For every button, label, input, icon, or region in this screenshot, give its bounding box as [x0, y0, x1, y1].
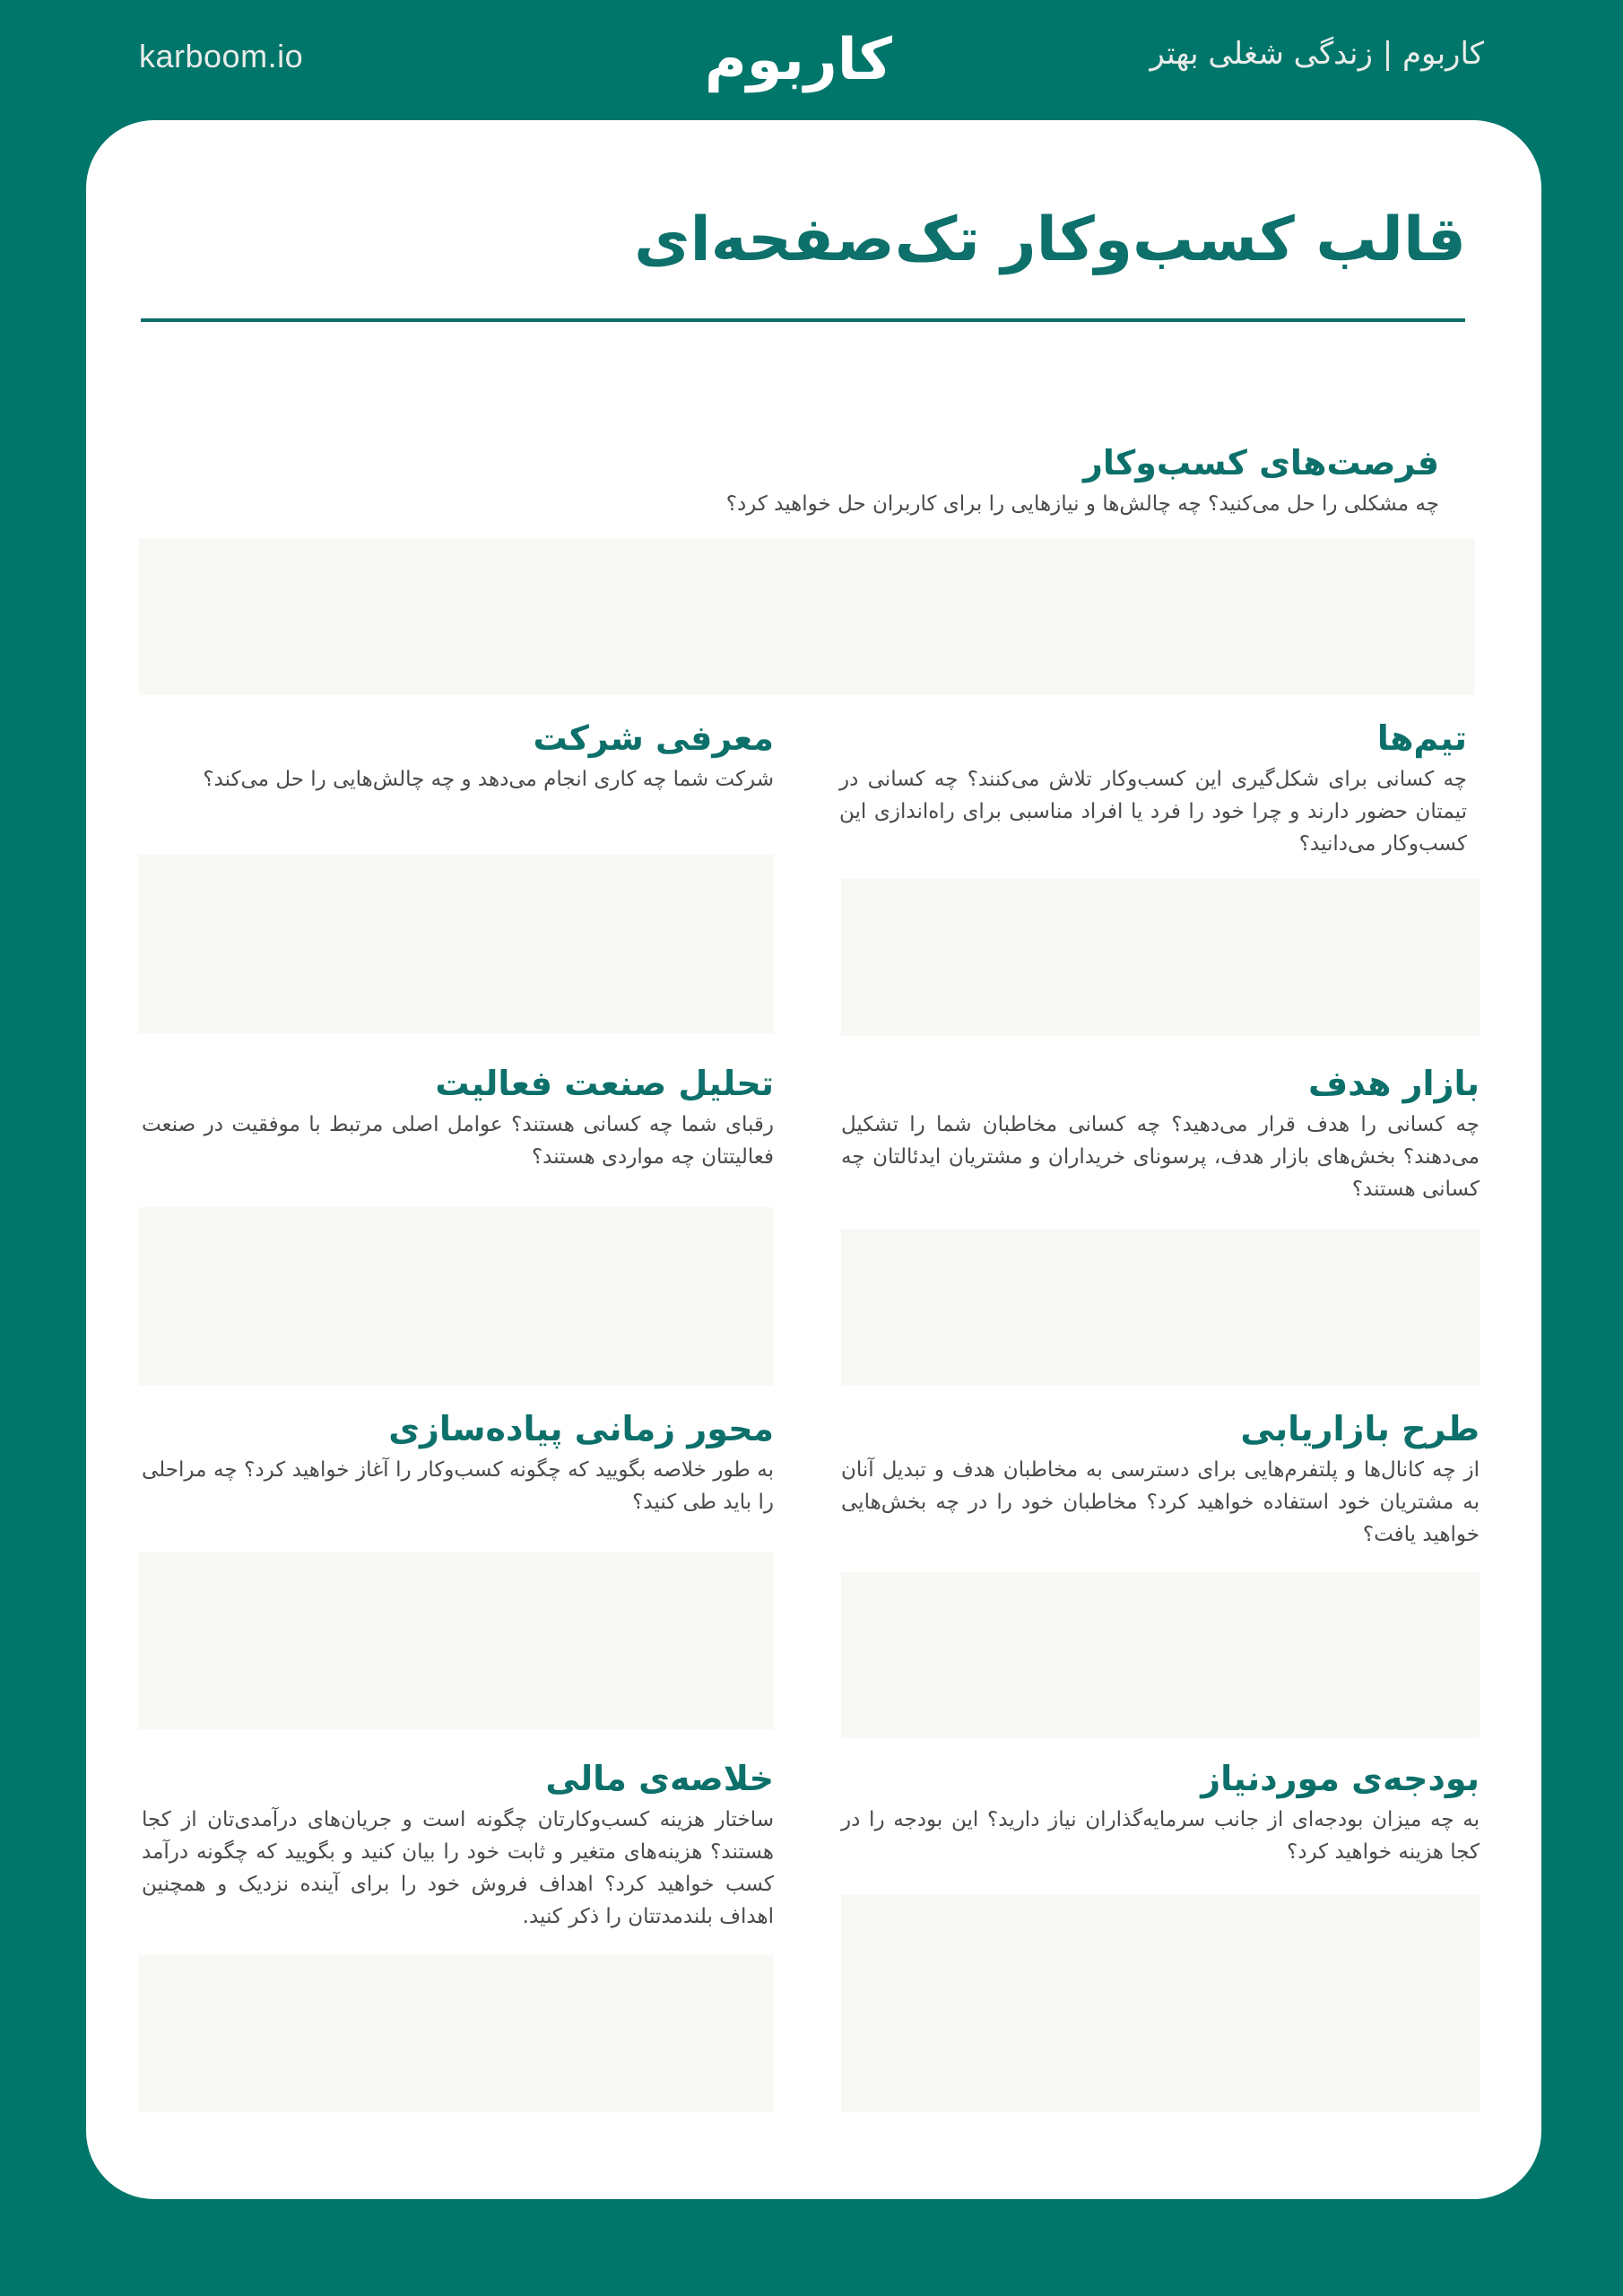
section-prompt: از چه کانال‌ها و پلتفرم‌هایی برای دسترسی به مخاطبان هدف و تبدیل آنان به مشتریان خود استفاده خواهید کرد؟ مخاطبان خود را در چه بخش‌هایی خواهید یافت؟ [841, 1458, 1480, 1546]
section-heading: تیم‌ها [1376, 718, 1467, 758]
section-company-intro [146, 713, 774, 796]
answer-box-target-market[interactable] [841, 1229, 1480, 1386]
section-heading: بازار هدف [1308, 1064, 1480, 1103]
section-heading: فرصت‌های کسب‌وکار [1083, 443, 1439, 483]
section-prompt: به طور خلاصه بگویید که چگونه کسب‌وکار را آغاز خواهید کرد؟ چه مراحلی را باید طی کنید؟ [142, 1458, 774, 1514]
answer-box-financial-summary[interactable] [139, 1955, 773, 2112]
section-business-opportunities [632, 438, 1439, 520]
section-prompt: چه کسانی را هدف قرار می‌دهید؟ چه کسانی مخاطبان شما را تشکیل می‌دهند؟ بخش‌های بازار هدف، پرسونای خریداران و مشتریان ایدئالتان چه کسانی هستند؟ [841, 1113, 1480, 1201]
title-divider [141, 318, 1465, 322]
section-implementation-timeline [142, 1404, 774, 1518]
section-prompt: چه مشکلی را حل می‌کنید؟ چه چالش‌ها و نیازهایی را برای کاربران حل خواهید کرد؟ [725, 492, 1439, 516]
answer-box-marketing-plan[interactable] [841, 1572, 1480, 1738]
section-heading: بودجه‌ی موردنیاز [1201, 1759, 1480, 1798]
section-target-market [841, 1058, 1480, 1205]
section-heading: محور زمانی پیاده‌سازی [388, 1409, 774, 1448]
section-heading: تحلیل صنعت فعالیت [435, 1064, 774, 1103]
section-heading: طرح بازاریابی [1240, 1409, 1480, 1448]
section-required-budget [841, 1753, 1480, 1868]
section-marketing-plan [841, 1404, 1480, 1551]
section-prompt: چه کسانی برای شکل‌گیری این کسب‌وکار تلاش می‌کنند؟ چه کسانی در تیمتان حضور دارند و چرا خود را فرد یا افراد مناسبی برای راه‌اندازی این کسب‌وکار می‌دانید؟ [839, 768, 1467, 856]
karboom-logo: کاربوم [704, 27, 892, 93]
section-heading: خلاصه‌ی مالی [545, 1759, 774, 1798]
header-tagline: کاربوم | زندگی شغلی بهتر [1150, 36, 1484, 72]
section-prompt: رقبای شما چه کسانی هستند؟ عوامل اصلی مرتبط با موفقیت در صنعت فعالیتتان چه مواردی هستند؟ [142, 1113, 774, 1169]
section-prompt: شرکت شما چه کاری انجام می‌دهد و چه چالش‌هایی را حل می‌کند؟ [203, 768, 774, 791]
section-heading: معرفی شرکت [533, 718, 774, 758]
answer-box-required-budget[interactable] [841, 1895, 1480, 2112]
section-financial-summary [142, 1753, 774, 1933]
answer-box-company-intro[interactable] [139, 855, 773, 1033]
answer-box-implementation-timeline[interactable] [139, 1552, 773, 1729]
section-prompt: به چه میزان بودجه‌ای از جانب سرمایه‌گذاران نیاز دارید؟ این بودجه را در کجا هزینه خواهید کرد؟ [841, 1808, 1480, 1864]
answer-box-teams[interactable] [841, 879, 1480, 1036]
section-prompt: ساختار هزینه کسب‌وکارتان چگونه است و جریان‌های درآمدی‌تان از کجا هستند؟ هزینه‌های متغیر و ثابت خود را بیان کنید و بگویید که چگونه درآمد کسب خواهید کرد؟ اهداف فروش خود را برای آینده نزدیک و همچنین اهداف بلندمدتتان را ذکر کنید. [142, 1808, 774, 1928]
page-title: قالب کسب‌وکار تک‌صفحه‌ای [634, 204, 1466, 275]
section-teams [839, 713, 1467, 860]
site-url[interactable]: karboom.io [139, 38, 304, 74]
section-industry-analysis [142, 1058, 774, 1173]
answer-box-business-opportunities[interactable] [139, 538, 1475, 695]
answer-box-industry-analysis[interactable] [139, 1207, 773, 1386]
